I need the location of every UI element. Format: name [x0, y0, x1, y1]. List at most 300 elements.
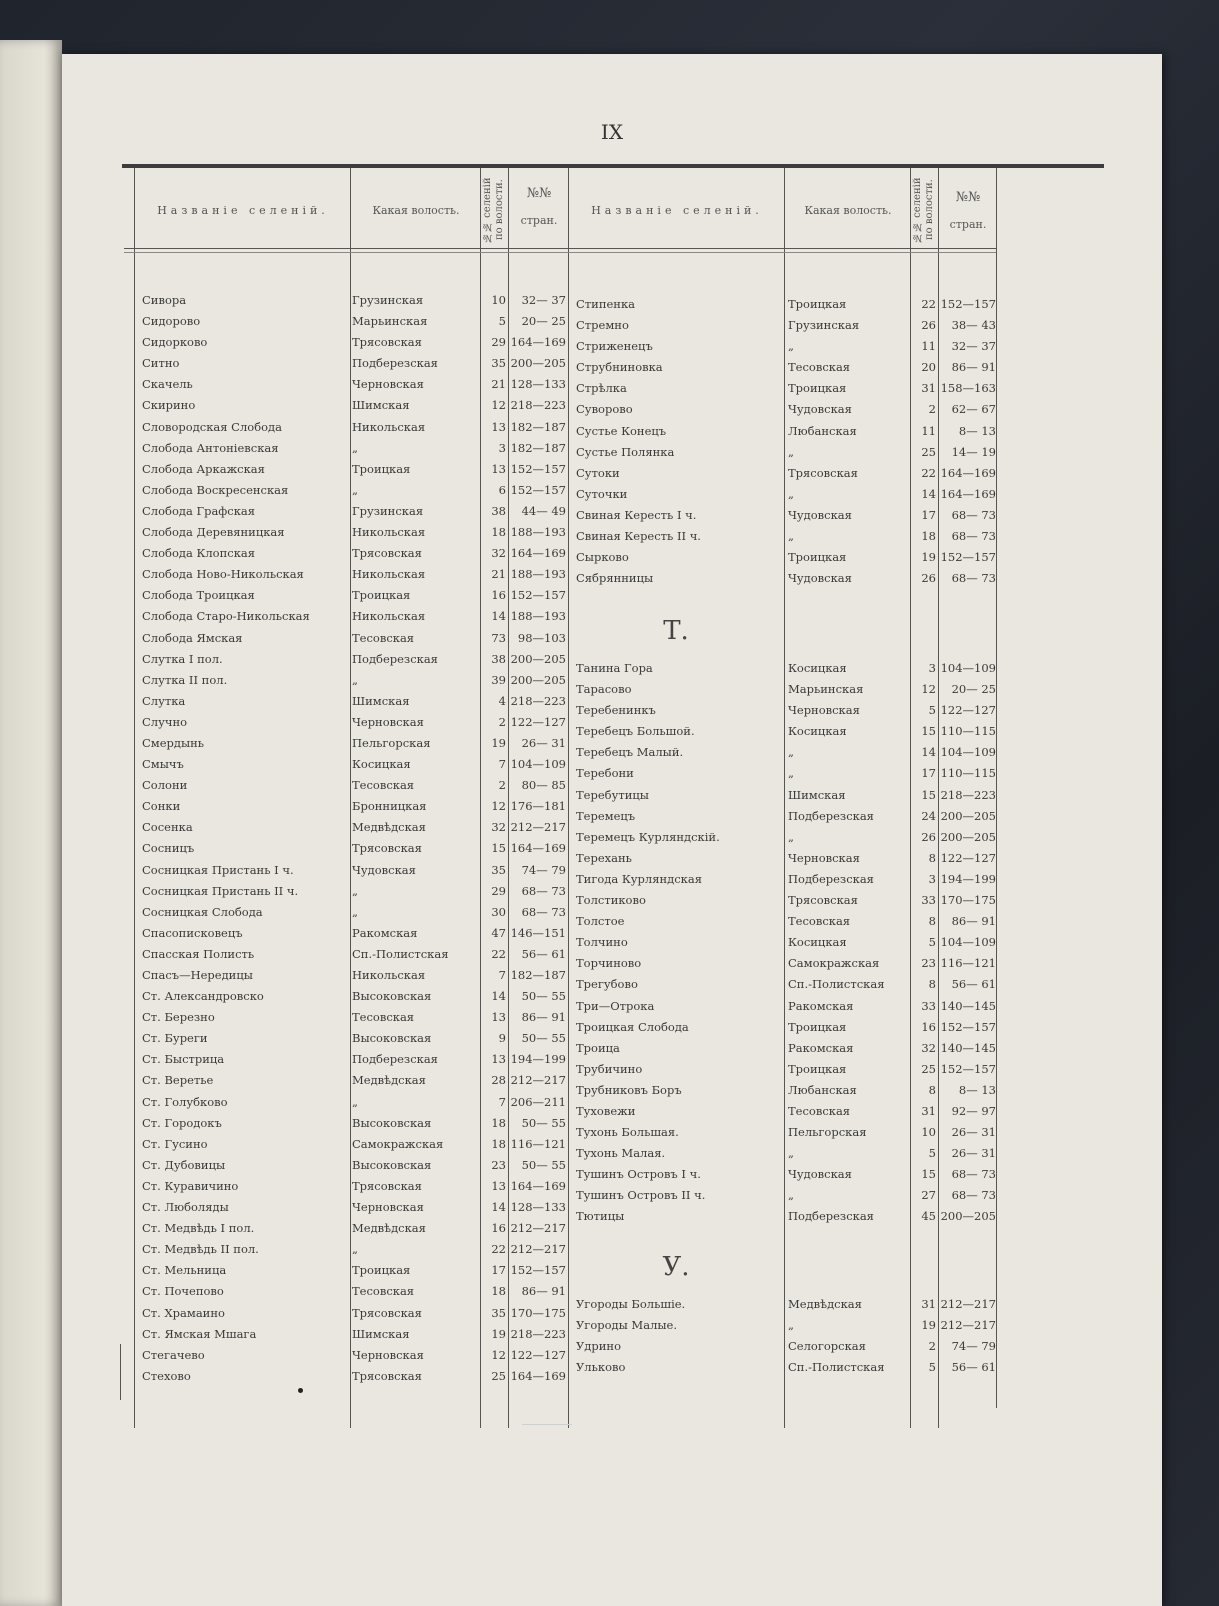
settlement-name: Толчино	[576, 935, 628, 950]
volost-name: Черновская	[352, 377, 424, 392]
settlement-name: Слутка I пол.	[142, 651, 223, 666]
settlement-name: Троица	[576, 1040, 620, 1055]
volost-number: 45	[921, 1209, 936, 1224]
volost-number: 3	[928, 661, 936, 675]
settlement-name: Теребони	[576, 766, 634, 781]
settlement-name: Ст. Мельница	[142, 1263, 227, 1278]
volost-number: 27	[921, 1188, 936, 1203]
volost-number: 16	[491, 588, 506, 603]
page-range: 104—109	[940, 935, 996, 950]
volost-name: Косицкая	[788, 935, 847, 950]
header-volost-right: Какая волость.	[804, 204, 892, 217]
page-range: 104—109	[940, 745, 996, 760]
volost-number: 7	[498, 968, 506, 982]
volost-number: 15	[921, 1167, 936, 1182]
settlement-name: Слутка II пол.	[142, 672, 228, 687]
table-row	[142, 796, 568, 817]
settlement-name: Слобода Старо-Никольская	[142, 609, 310, 624]
volost-number: 18	[491, 1115, 506, 1130]
settlement-name: Торчиново	[576, 956, 642, 971]
volost-name: Тесовская	[352, 1284, 415, 1299]
volost-number: 4	[498, 693, 506, 708]
right-table-s	[576, 294, 996, 589]
volost-number: 33	[921, 998, 936, 1013]
table-row	[142, 628, 568, 649]
volost-name: „	[352, 883, 358, 898]
volost-number: 14	[491, 609, 506, 624]
page-range: 188—193	[510, 567, 566, 582]
table-row	[142, 775, 568, 796]
volost-number: 22	[921, 297, 936, 311]
table-row	[576, 1017, 996, 1038]
volost-name: Ракомская	[788, 1040, 854, 1055]
table-row	[576, 336, 996, 357]
volost-number: 15	[921, 724, 936, 739]
settlement-name: Тухонь Малая.	[576, 1146, 666, 1161]
table-row	[142, 1281, 568, 1302]
table-row	[576, 1080, 996, 1101]
volost-name: Подберезская	[788, 808, 874, 823]
header-volost-left: Какая волость.	[372, 204, 460, 217]
header-pages-label-right: стран.	[949, 218, 987, 231]
volost-number: 13	[491, 1052, 506, 1067]
volost-name: Грузинская	[352, 503, 424, 518]
volost-name: Шимская	[352, 398, 410, 413]
volost-name: „	[352, 482, 358, 497]
volost-name: „	[788, 444, 794, 459]
volost-number: 3	[928, 871, 936, 886]
volost-number: 31	[921, 1297, 936, 1311]
page-range: 218—223	[940, 787, 996, 802]
volost-number: 8	[928, 850, 936, 865]
table-row	[576, 378, 996, 399]
volost-number: 18	[491, 1284, 506, 1299]
volost-number: 11	[921, 339, 936, 354]
page-range: 170—175	[510, 1305, 566, 1320]
volost-number: 17	[921, 766, 936, 781]
volost-number: 2	[498, 778, 506, 793]
table-row	[576, 484, 996, 505]
settlement-name: Слобода Деревяницкая	[142, 525, 285, 540]
volost-number: 19	[921, 1318, 936, 1333]
header-name-right: Названіе селеній.	[591, 204, 763, 217]
volost-number: 25	[921, 444, 936, 459]
volost-name: Троицкая	[352, 461, 411, 476]
table-row	[576, 785, 996, 806]
table-row	[576, 547, 996, 568]
volost-number: 10	[921, 1125, 936, 1140]
volost-name: „	[788, 339, 794, 354]
volost-name: Трясовская	[352, 1368, 422, 1383]
page-range: 32— 37	[951, 339, 996, 354]
table-row	[576, 1357, 996, 1378]
volost-number: 5	[928, 703, 936, 718]
settlement-name: Толстое	[576, 914, 625, 929]
left-table-body	[142, 290, 568, 1387]
volost-number: 35	[491, 356, 506, 371]
document-page	[62, 54, 1162, 1606]
volost-number: 12	[921, 682, 936, 697]
page-range: 86— 91	[521, 1010, 566, 1025]
volost-number: 13	[491, 419, 506, 434]
section-letter-t: Т.	[663, 616, 689, 646]
volost-name: Шимская	[352, 1326, 410, 1341]
volost-number: 73	[491, 630, 506, 645]
page-range: 128—133	[510, 377, 566, 392]
volost-name: „	[352, 672, 358, 687]
volost-name: Троицкая	[352, 588, 411, 603]
volost-number: 7	[498, 757, 506, 772]
volost-name: Косицкая	[352, 757, 411, 772]
page-range: 44— 49	[521, 503, 566, 518]
page-range: 164—169	[940, 486, 996, 501]
page-range: 200—205	[510, 672, 566, 687]
settlement-name: Слутка	[142, 693, 186, 708]
volost-name: Никольская	[352, 567, 426, 582]
settlement-name: Смердынь	[142, 735, 205, 750]
settlement-name: Стипенка	[576, 297, 636, 311]
volost-name: Подберезская	[352, 1052, 438, 1067]
page-range: 26— 31	[951, 1125, 996, 1140]
page-range: 20— 25	[951, 682, 996, 697]
volost-number: 12	[491, 1347, 506, 1362]
volost-number: 29	[491, 335, 506, 350]
table-row	[142, 881, 568, 902]
table-row	[142, 986, 568, 1007]
settlement-name: Сустье Конецъ	[576, 423, 667, 438]
top-rule	[122, 164, 1104, 168]
page-range: 188—193	[510, 525, 566, 540]
volost-name: Черновская	[352, 1200, 424, 1215]
table-row	[576, 1315, 996, 1336]
table-row	[576, 463, 996, 484]
volost-name: Высоковская	[352, 1157, 432, 1172]
table-row	[576, 315, 996, 336]
table-row	[142, 1197, 568, 1218]
volost-number: 20	[921, 360, 936, 375]
settlement-name: Сосницкая Пристань I ч.	[142, 862, 294, 877]
settlement-name: Теребецъ Малый.	[576, 745, 684, 760]
volost-number: 38	[491, 651, 506, 666]
settlement-name: Сустье Полянка	[576, 444, 675, 459]
frame-right	[996, 168, 997, 1408]
settlement-name: Теребенинкъ	[576, 703, 656, 718]
page-range: 74— 79	[521, 862, 566, 877]
volost-number: 32	[491, 820, 506, 835]
page-range: 68— 73	[521, 883, 566, 898]
page-range: 26— 31	[521, 735, 566, 750]
settlement-name: Трубичино	[576, 1061, 643, 1076]
page-range: 122—127	[510, 1347, 566, 1362]
page-range: 110—115	[940, 724, 996, 739]
table-row	[142, 374, 568, 395]
page-range: 122—127	[940, 850, 996, 865]
page-range: 212—217	[510, 1221, 566, 1236]
page-range: 104—109	[940, 661, 996, 675]
volost-number: 19	[921, 550, 936, 565]
page-range: 200—205	[940, 829, 996, 844]
settlement-name: Ст. Ямская Мшага	[142, 1326, 257, 1341]
volost-number: 8	[928, 1082, 936, 1097]
volost-number: 6	[498, 482, 506, 497]
volost-number: 31	[921, 381, 936, 396]
page-range: 164—169	[940, 465, 996, 480]
settlement-name: Случно	[142, 714, 188, 729]
volost-number: 26	[921, 829, 936, 844]
table-row	[576, 1059, 996, 1080]
volost-number: 13	[491, 461, 506, 476]
settlement-name: Ст. Березно	[142, 1010, 215, 1025]
volost-name: Самокражская	[352, 1136, 444, 1151]
volost-name: „	[788, 486, 794, 501]
volost-number: 19	[491, 1326, 506, 1341]
volost-name: Тесовская	[352, 630, 415, 645]
volost-name: „	[352, 1094, 358, 1109]
volost-number: 14	[921, 745, 936, 760]
volost-name: „	[788, 745, 794, 760]
header-rule	[124, 248, 996, 249]
table-row	[576, 974, 996, 995]
table-row	[142, 1260, 568, 1281]
table-row	[576, 505, 996, 526]
col-divider	[568, 168, 569, 1428]
volost-number: 25	[491, 1368, 506, 1383]
volost-name: Высоковская	[352, 1115, 432, 1130]
settlement-name: Ст. Александровско	[142, 989, 264, 1004]
volost-number: 38	[491, 503, 506, 518]
page-range: 8— 13	[958, 423, 996, 438]
settlement-name: Угороды Малые.	[576, 1318, 677, 1333]
volost-name: Пельгорская	[352, 735, 431, 750]
volost-number: 13	[491, 1010, 506, 1025]
table-row	[576, 442, 996, 463]
settlement-name: Теремецъ	[576, 808, 636, 823]
volost-number: 22	[491, 1242, 506, 1257]
settlement-name: Ст. Городокъ	[142, 1115, 222, 1130]
page-range: 152—157	[940, 550, 996, 565]
header-pages-label-left: стран.	[520, 214, 558, 227]
volost-name: Чудовская	[788, 402, 852, 417]
volost-name: Грузинская	[788, 318, 860, 333]
header-name-left: Названіе селеній.	[157, 204, 329, 217]
page-range: 128—133	[510, 1200, 566, 1215]
table-row	[576, 679, 996, 700]
volost-number: 24	[921, 808, 936, 823]
page-range: 152—157	[510, 482, 566, 497]
table-row	[142, 1303, 568, 1324]
table-row	[142, 353, 568, 374]
volost-number: 13	[491, 1178, 506, 1193]
page-range: 188—193	[510, 609, 566, 624]
table-row	[576, 1206, 996, 1227]
volost-number: 17	[491, 1263, 506, 1278]
volost-number: 26	[921, 318, 936, 333]
settlement-name: Стремно	[576, 318, 629, 333]
page-range: 152—157	[510, 1263, 566, 1278]
settlement-name: Ст. Люболяды	[142, 1200, 229, 1215]
volost-name: Трясовская	[788, 465, 858, 480]
volost-number: 2	[928, 402, 936, 417]
settlement-name: Сивора	[142, 293, 187, 307]
volost-number: 15	[921, 787, 936, 802]
table-row	[142, 817, 568, 838]
table-row	[576, 1185, 996, 1206]
volost-number: 5	[928, 1146, 936, 1161]
page-range: 152—157	[510, 588, 566, 603]
volost-number: 12	[491, 398, 506, 413]
settlement-name: Угороды Большіе.	[576, 1297, 686, 1311]
volost-number: 25	[921, 1061, 936, 1076]
settlement-name: Слобода Антоніевская	[142, 440, 279, 455]
page-range: 206—211	[510, 1094, 566, 1109]
table-row	[142, 1218, 568, 1239]
table-row	[576, 763, 996, 784]
volost-name: Подберезская	[352, 651, 438, 666]
table-row	[142, 585, 568, 606]
table-row	[576, 1101, 996, 1122]
volost-name: Ракомская	[352, 925, 418, 940]
header-numvol-left: №№ селеній по волости.	[482, 177, 505, 243]
settlement-name: Слобода Ново-Никольская	[142, 567, 304, 582]
settlement-name: Сидорково	[142, 335, 208, 350]
settlement-name: Слобода Троицкая	[142, 588, 255, 603]
table-row	[142, 564, 568, 585]
volost-name: Тесовская	[788, 1103, 851, 1118]
volost-number: 8	[928, 914, 936, 929]
volost-name: Косицкая	[788, 724, 847, 739]
volost-number: 5	[498, 314, 506, 329]
volost-name: Медвѣдская	[788, 1297, 862, 1311]
page-range: 164—169	[510, 1368, 566, 1383]
page-range: 152—157	[940, 1061, 996, 1076]
volost-name: Тесовская	[788, 914, 851, 929]
settlement-name: Ситно	[142, 356, 180, 371]
page-range: 164—169	[510, 1178, 566, 1193]
volost-name: Никольская	[352, 609, 426, 624]
settlement-name: Толстиково	[576, 893, 646, 908]
volost-name: Высоковская	[352, 1031, 432, 1046]
page-range: 182—187	[510, 419, 566, 434]
table-row	[142, 1176, 568, 1197]
volost-name: Чудовская	[788, 507, 852, 522]
table-row	[576, 526, 996, 547]
table-row	[142, 754, 568, 775]
page-range: 194—199	[940, 871, 996, 886]
volost-name: „	[788, 529, 794, 544]
table-row	[142, 1049, 568, 1070]
volost-name: Троицкая	[788, 297, 847, 311]
volost-name: Пельгорская	[788, 1125, 867, 1140]
page-range: 56— 61	[951, 977, 996, 992]
settlement-name: Смычъ	[142, 757, 184, 772]
table-row	[576, 1164, 996, 1185]
volost-name: Чудовская	[788, 571, 852, 586]
settlement-name: Теремецъ Курляндскій.	[576, 829, 720, 844]
page-range: 122—127	[940, 703, 996, 718]
table-row	[142, 944, 568, 965]
page-range: 68— 73	[951, 507, 996, 522]
volost-name: „	[788, 766, 794, 781]
volost-name: Тесовская	[352, 778, 415, 793]
page-range: 218—223	[510, 693, 566, 708]
volost-name: Никольская	[352, 525, 426, 540]
page-range: 212—217	[940, 1297, 996, 1311]
page-range: 56— 61	[951, 1360, 996, 1375]
table-row	[142, 1155, 568, 1176]
table-row	[576, 1143, 996, 1164]
volost-number: 14	[921, 486, 936, 501]
volost-number: 47	[491, 925, 506, 940]
settlement-name: Сонки	[142, 799, 181, 814]
table-row	[142, 311, 568, 332]
page-range: 68— 73	[951, 529, 996, 544]
volost-number: 31	[921, 1103, 936, 1118]
settlement-name: Суточки	[576, 486, 628, 501]
table-row	[142, 290, 568, 311]
page-range: 116—121	[510, 1136, 566, 1151]
header-rule-2	[124, 252, 996, 253]
page-number: IX	[600, 120, 624, 144]
page-range: 194—199	[510, 1052, 566, 1067]
settlement-name: Тигода Курляндская	[576, 871, 702, 886]
table-row	[142, 902, 568, 923]
table-row	[576, 399, 996, 420]
table-row	[576, 890, 996, 911]
settlement-name: Теребутицы	[576, 787, 649, 802]
table-row	[142, 417, 568, 438]
page-range: 68— 73	[951, 571, 996, 586]
page-range: 158—163	[940, 381, 996, 396]
settlement-name: Тарасово	[576, 682, 632, 697]
settlement-name: Терехань	[576, 850, 632, 865]
settlement-name: Тушинъ Островъ I ч.	[576, 1167, 701, 1182]
settlement-name: Сидорово	[142, 314, 201, 329]
table-row	[142, 438, 568, 459]
settlement-name: Сябрянницы	[576, 571, 654, 586]
table-row	[142, 923, 568, 944]
volost-name: Трясовская	[352, 1305, 422, 1320]
page-range: 86— 91	[951, 360, 996, 375]
settlement-name: Ст. Куравичино	[142, 1178, 239, 1193]
table-row	[576, 1336, 996, 1357]
settlement-name: Солони	[142, 778, 188, 793]
volost-name: Медвѣдская	[352, 820, 426, 835]
page-range: 164—169	[510, 841, 566, 856]
volost-name: „	[352, 904, 358, 919]
table-row	[576, 721, 996, 742]
volost-name: „	[788, 1318, 794, 1333]
volost-name: Трясовская	[352, 335, 422, 350]
volost-name: Трясовская	[352, 546, 422, 561]
volost-name: „	[788, 1188, 794, 1203]
page-range: 140—145	[940, 998, 996, 1013]
header-pages-symbol-left: №№	[526, 186, 552, 201]
settlement-name: Ст. Буреги	[142, 1031, 208, 1046]
volost-name: Троицкая	[788, 1061, 847, 1076]
volost-number: 3	[498, 440, 506, 455]
settlement-name: Сырково	[576, 550, 629, 565]
page-range: 98—103	[517, 630, 566, 645]
settlement-name: Спасъ—Нередицы	[142, 968, 253, 982]
volost-name: Сп.-Полистская	[788, 1360, 885, 1375]
volost-name: „	[788, 1146, 794, 1161]
table-row	[142, 1345, 568, 1366]
volost-name: Сп.-Полистская	[788, 977, 885, 992]
volost-number: 32	[921, 1040, 936, 1055]
settlement-name: Три—Отрока	[576, 998, 655, 1013]
table-row	[142, 1134, 568, 1155]
volost-name: Черновская	[352, 1347, 424, 1362]
